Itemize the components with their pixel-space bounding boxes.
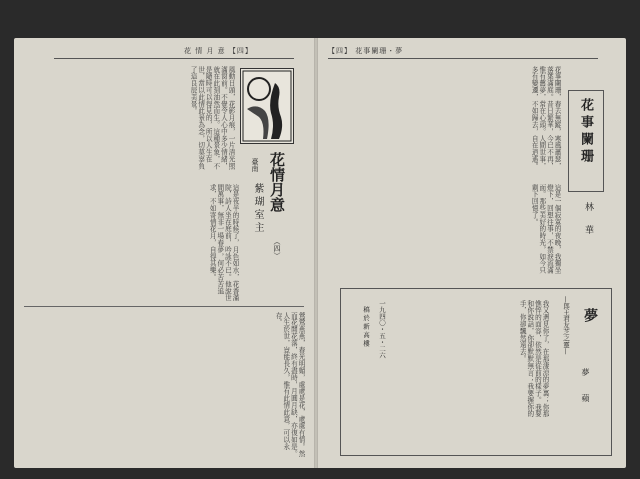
right-header-rule: [328, 58, 598, 59]
right-text-middle: 這是一個寂寞的夜晚，我獨坐燈下，回想往事，不禁淚流滿面。那些美好的時光，如今只剩下回憶了。: [530, 184, 561, 274]
left-header: 花 情 月 意 【四】: [184, 47, 253, 55]
poem-lines: 我又遇見你了，在那淒涼的夢裏；你那憔悴的面容，依然是從前的樣子。我要和你說話，你卻默默無言；我要握你的手，你卻飄然遠去。: [518, 300, 549, 418]
left-divider: [24, 306, 304, 307]
poem-title: 夢: [582, 308, 598, 322]
right-text-top: 花事闌珊，春去無蹤，寒風蕭瑟，落葉滿庭。昔日繁華，今已不再，惟有舊夢，常在心頭。人間世事，多有變遷，不如歸去，自在逍遙。: [530, 66, 561, 170]
article-title-suffix: （四）: [273, 238, 281, 259]
title-illustration: [240, 68, 294, 144]
woman-moon-icon: [241, 69, 293, 143]
right-header: 【四】 花事闌珊・夢: [328, 47, 404, 55]
left-text-middle: 這是夜半的時候了，月色如水，花香滿院，詩人坐在庭前，吟詠不已。他說世間萬事，無非一場春夢，何必苦苦追求，不如寄情花月，自得其樂。: [208, 184, 239, 302]
article-author: 紫瑚室主: [252, 183, 263, 235]
left-header-rule: [54, 58, 294, 59]
section-author: 林華: [583, 202, 593, 248]
byline-prefix: 臺南: [251, 158, 259, 172]
left-text-bottom: 鶯鶯燕燕，春光明媚，處處是花，處處有情。然而花開花落，終有盡時，月圓月缺，亦復如是。人生於世，豈能長久，惟有此情此意，可以永存。: [274, 312, 305, 457]
poem-place: 稿於新高樓: [362, 306, 370, 349]
poem-date: 一九四〇・五・二六: [378, 300, 386, 359]
right-page: [318, 38, 626, 468]
left-page: [14, 38, 314, 468]
left-text-top: 風動日頭，花影月痕，一片清光照滿窗前。不覺令人心中多少情緒，就在此刻油然而生。這種景象，不是隨時可以得見的，所以人生在世，當以此情此景為念，切莫辜負了這良辰美景。: [189, 66, 235, 170]
section-title: 花事闌珊: [578, 98, 593, 166]
poem-author: 夢蘋: [581, 368, 590, 420]
poem-subtitle: —郎王君友芝之靈—: [562, 296, 570, 355]
article-title: 花情月意: [268, 152, 286, 212]
